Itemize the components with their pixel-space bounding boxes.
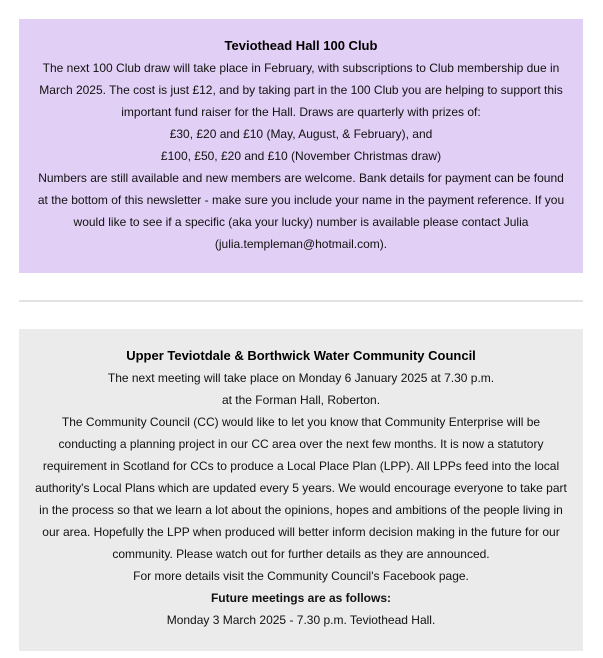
future-meeting-item: Monday 3 March 2025 - 7.30 p.m. Teviothead Hall. bbox=[166, 613, 436, 627]
hundred-club-intro: The next 100 Club draw will take place in February, with subscriptions to Club membership due in March 2025. The cost is just £12, and by taking part in the 100 Club you are helping to support this important fund raiser for the Hall. Draws are quarterly with prizes of: bbox=[39, 61, 563, 119]
meeting-venue-text: at the Forman Hall, Roberton. bbox=[221, 393, 381, 407]
section-divider bbox=[19, 300, 583, 302]
hundred-club-membership-info: Numbers are still available and new members are welcome. Bank details for payment can be found at the bottom of this newsletter - make sure you include your name in the payment reference. If you would like to see if a specific (aka your lucky) number is available please contact Julia (julia.templeman@hotmail.com). bbox=[37, 171, 565, 251]
next-meeting-text: The next meeting will take place on Monday 6 January 2025 at 7.30 p.m. bbox=[107, 371, 495, 385]
community-council-title: Upper Teviotdale & Borthwick Water Community Council bbox=[126, 348, 476, 363]
hundred-club-prizes-christmas: £100, £50, £20 and £10 (November Christmas draw) bbox=[160, 149, 442, 163]
future-meetings-heading: Future meetings are as follows: bbox=[210, 591, 392, 605]
facebook-info-text: For more details visit the Community Council's Facebook page. bbox=[133, 569, 469, 583]
community-council-notice bbox=[19, 329, 583, 651]
hundred-club-notice bbox=[19, 19, 583, 273]
local-place-plan-text: The Community Council (CC) would like to let you know that Community Enterprise will be conducting a planning project in our CC area over the next few months. It is now a statutory requirement in Scotland for CCs to produce a Local Place Plan (LPP). All LPPs feed into the local authority's Local Plans which are updated every 5 years. We would encourage everyone to take part in the process so that we learn a lot about the opinions, hopes and ambitions of the people living in our area. Hopefully the LPP when produced will better inform decision making in the future for our community. Please watch out for further details as they are announced. bbox=[35, 415, 567, 561]
hundred-club-prizes-quarterly: £30, £20 and £10 (May, August, & February), and bbox=[169, 127, 433, 141]
hundred-club-title: Teviothead Hall 100 Club bbox=[224, 38, 378, 53]
